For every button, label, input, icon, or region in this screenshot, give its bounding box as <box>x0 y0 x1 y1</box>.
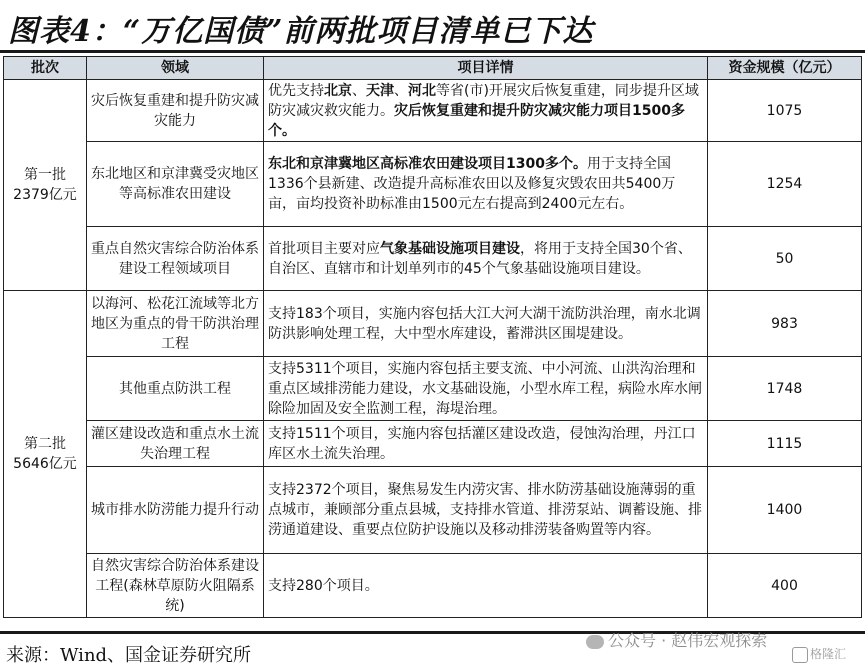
detail-cell <box>264 421 708 467</box>
watermark-text: 公众号 · 赵伟宏观探索 <box>608 631 768 650</box>
detail-cell <box>264 357 708 421</box>
domain-cell: 灌区建设改造和重点水土流失治理工程 <box>87 421 264 467</box>
figure-title: 图表4：“万亿国债”前两批项目清单已下达 <box>8 14 594 49</box>
amount-cell: 400 <box>708 554 862 618</box>
table-row <box>4 227 862 291</box>
detail-cell <box>264 554 708 618</box>
detail-text: ，将用于支持全国30个省、自治区、直辖市和计划单列市的45个气象基础设施项目建设。 <box>268 240 692 277</box>
batch-total: 2379亿元 <box>13 187 77 203</box>
detail-text: 首批项目主要对应 <box>268 240 380 257</box>
header-amount: 资金规模（亿元） <box>708 57 862 80</box>
detail-cell <box>264 142 708 227</box>
header-row <box>4 57 862 80</box>
detail-text: 支持2372个项目，聚焦易发生内涝灾害、排水防涝基础设施薄弱的重点城市，兼顾部分重点县城，支持排水管道、排涝泵站、调蓄设施、排涝通道建设、重要点位防护设施以及移动排涝装备购置等内容。 <box>268 482 702 538</box>
logo-icon <box>792 647 808 663</box>
domain-cell: 东北地区和京津冀受灾地区等高标准农田建设 <box>87 142 264 227</box>
amount-cell: 1075 <box>708 80 862 142</box>
detail-text: 、 <box>352 82 366 99</box>
domain-cell: 其他重点防洪工程 <box>87 357 264 421</box>
logo-text: 格隆汇 <box>810 647 847 661</box>
top-rule <box>0 50 865 53</box>
detail-cell <box>264 80 708 142</box>
detail-cell <box>264 227 708 291</box>
detail-text: 东北和京津冀地区高标准农田建设项目1300多个。 <box>268 156 587 172</box>
wechat-icon <box>586 635 604 649</box>
detail-text: 用于支持全国1336个县新建、改造提升高标准农田以及修复灾毁农田共5400万亩，亩均投资补助标准由1500元左右提高到2400元左右。 <box>268 156 676 212</box>
detail-text: 支持280个项目。 <box>268 577 379 594</box>
detail-text: 支持5311个项目，实施内容包括主要支流、中小河流、山洪沟治理和重点区域排涝能力建设，水文基础设施，小型水库工程，病险水库水闸除险加固及安全监测工程，海堤治理。 <box>268 360 702 417</box>
amount-cell: 1748 <box>708 357 862 421</box>
batch-name: 第一批 <box>24 167 66 183</box>
domain-cell: 重点自然灾害综合防治体系建设工程领域项目 <box>87 227 264 291</box>
amount-cell: 1115 <box>708 421 862 467</box>
detail-text: 气象基础设施项目建设 <box>380 240 520 257</box>
batch-name: 第二批 <box>24 436 66 452</box>
header-domain: 领域 <box>87 57 264 80</box>
table-row <box>4 80 862 142</box>
table-row <box>4 142 862 227</box>
table-row <box>4 467 862 554</box>
domain-cell: 灾后恢复重建和提升防灾减灾能力 <box>87 80 264 142</box>
project-table <box>3 56 862 618</box>
detail-text: 天津 <box>366 82 394 99</box>
amount-cell: 1254 <box>708 142 862 227</box>
amount-cell: 50 <box>708 227 862 291</box>
batch-cell <box>4 291 87 618</box>
table-row <box>4 554 862 618</box>
table-row <box>4 291 862 357</box>
source-note: 来源：Wind、国金证券研究所 <box>6 645 252 666</box>
brand-logo <box>792 645 846 663</box>
detail-cell <box>264 467 708 554</box>
header-detail: 项目详情 <box>264 57 708 80</box>
domain-cell: 自然灾害综合防治体系建设工程(森林草原防火阻隔系统) <box>87 554 264 618</box>
amount-cell: 1400 <box>708 467 862 554</box>
table-row <box>4 421 862 467</box>
watermark <box>586 628 767 651</box>
detail-text: 、 <box>394 82 408 99</box>
detail-text: 河北 <box>408 82 436 99</box>
domain-cell: 城市排水防涝能力提升行动 <box>87 467 264 554</box>
detail-text: 支持183个项目，实施内容包括大江大河大湖干流防洪治理，南水北调防洪影响处理工程，大中型水库建设，蓄滞洪区围堤建设。 <box>268 305 701 342</box>
batch-total: 5646亿元 <box>13 456 77 472</box>
domain-cell: 以海河、松花江流域等北方地区为重点的骨干防洪治理工程 <box>87 291 264 357</box>
amount-cell: 983 <box>708 291 862 357</box>
detail-cell <box>264 291 708 357</box>
header-batch: 批次 <box>4 57 87 80</box>
table-row <box>4 357 862 421</box>
detail-text: 等省(市)开展灾后恢复重建，同步提升区域防灾减灾救灾能力。 <box>268 82 699 119</box>
detail-text: 北京 <box>324 82 352 99</box>
detail-text: 灾后恢复重建和提升防灾减灾能力项目1500多个。 <box>268 102 685 139</box>
detail-text: 支持1511个项目，实施内容包括灌区建设改造，侵蚀沟治理，丹江口库区水土流失治理。 <box>268 425 696 462</box>
batch-cell <box>4 80 87 291</box>
detail-text: 优先支持 <box>268 82 324 99</box>
